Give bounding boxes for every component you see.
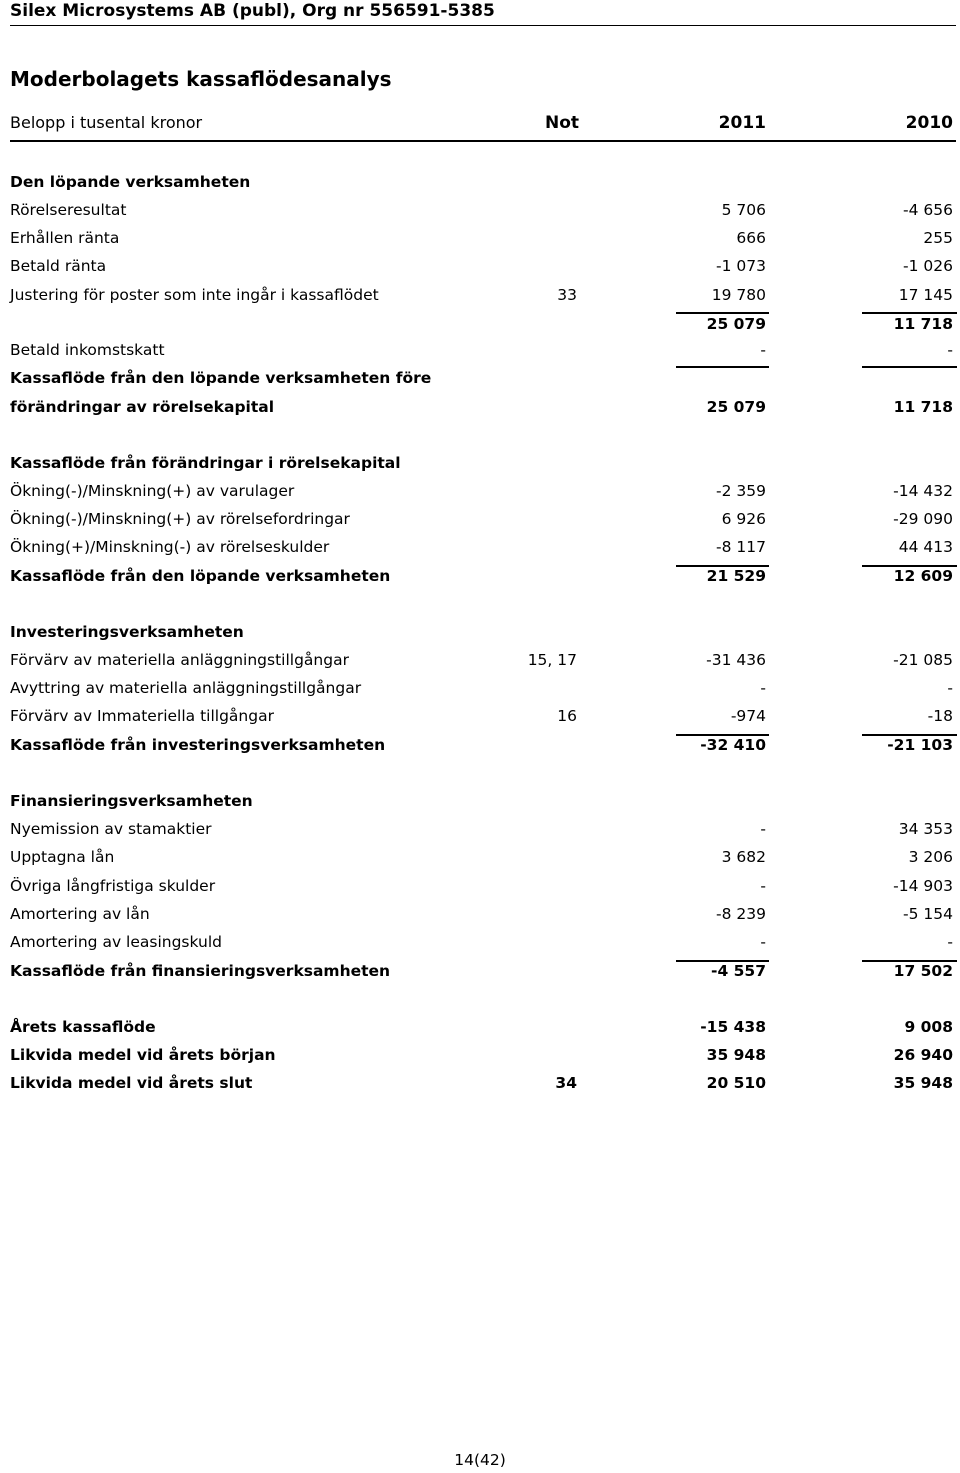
row-value-2011: -32 410	[700, 736, 766, 754]
row-label: Kassaflöde från investeringsverksamheten	[10, 736, 386, 754]
page-number: 14(42)	[454, 1451, 506, 1469]
column-header-2011: 2011	[718, 113, 766, 133]
row-value-2011: 3 682	[721, 848, 766, 866]
subtotal-rule-2011	[676, 565, 769, 567]
row-value-2010: 9 008	[904, 1018, 953, 1036]
table-row	[0, 227, 960, 249]
row-value-2011: -	[760, 341, 766, 359]
row-label: Övriga långfristiga skulder	[10, 877, 216, 895]
table-row	[0, 313, 960, 335]
subtotal-rule-2011	[676, 734, 769, 736]
row-value-2011: -	[760, 679, 766, 697]
row-value-2011: -2 359	[716, 482, 766, 500]
subtotal-rule-2010	[862, 565, 957, 567]
row-value-2010: 11 718	[893, 315, 953, 333]
row-value-2010: -14 903	[893, 877, 953, 895]
row-value-2011: 25 079	[706, 315, 766, 333]
row-label: Likvida medel vid årets början	[10, 1046, 276, 1064]
table-row	[0, 1044, 960, 1066]
subtotal-rule-2010	[862, 734, 957, 736]
table-row	[0, 396, 960, 418]
row-value-2011: 666	[736, 229, 766, 247]
row-value-2011: -4 557	[711, 962, 766, 980]
row-value-2010: -	[947, 341, 953, 359]
row-value-2010: 12 609	[893, 567, 953, 585]
subtotal-rule-2011	[676, 366, 769, 368]
row-value-2010: 17 145	[898, 286, 953, 304]
row-value-2011: -	[760, 933, 766, 951]
table-row	[0, 255, 960, 277]
row-value-2010: -5 154	[903, 905, 953, 923]
row-note: 15, 17	[527, 651, 577, 669]
table-row	[0, 171, 960, 193]
row-value-2010: 44 413	[898, 538, 953, 556]
row-note: 33	[557, 286, 577, 304]
table-row	[0, 846, 960, 868]
row-value-2011: 5 706	[721, 201, 766, 219]
row-value-2011: 19 780	[711, 286, 766, 304]
column-header-note: Not	[545, 113, 580, 133]
row-label: Årets kassaflöde	[10, 1018, 156, 1036]
column-header-2010: 2010	[905, 113, 953, 133]
row-label: Kassaflöde från finansieringsverksamheten	[10, 962, 391, 980]
row-label: Kassaflöde från förändringar i rörelsekapital	[10, 454, 401, 472]
company-header: Silex Microsystems AB (publ), Org nr 556591-5385	[10, 1, 495, 21]
table-row	[0, 508, 960, 530]
table-row	[0, 452, 960, 474]
table-row	[0, 565, 960, 587]
table-row	[0, 1016, 960, 1038]
row-value-2010: 3 206	[908, 848, 953, 866]
row-note: 16	[557, 707, 577, 725]
row-value-2011: -8 239	[716, 905, 766, 923]
row-value-2011: -1 073	[716, 257, 766, 275]
table-row	[0, 734, 960, 756]
table-row	[0, 875, 960, 897]
row-label: Likvida medel vid årets slut	[10, 1074, 253, 1092]
row-value-2010: -	[947, 679, 953, 697]
table-row	[0, 367, 960, 389]
row-value-2010: 34 353	[898, 820, 953, 838]
row-label: Betald inkomstskatt	[10, 341, 165, 359]
table-row	[0, 818, 960, 840]
row-label: Ökning(-)/Minskning(+) av rörelsefordringar	[10, 510, 350, 528]
page-title: Moderbolagets kassaflödesanalys	[10, 67, 392, 91]
subtotal-rule-2010	[862, 312, 957, 314]
table-row	[0, 903, 960, 925]
row-value-2011: 21 529	[706, 567, 766, 585]
table-row	[0, 339, 960, 361]
table-row	[0, 1072, 960, 1094]
row-label: Kassaflöde från den löpande verksamheten	[10, 567, 391, 585]
unit-label: Belopp i tusental kronor	[10, 113, 203, 132]
row-value-2010: -29 090	[893, 510, 953, 528]
row-value-2011: 20 510	[706, 1074, 766, 1092]
row-value-2010: 255	[923, 229, 953, 247]
row-value-2010: -21 103	[887, 736, 953, 754]
row-label: Förvärv av Immateriella tillgångar	[10, 707, 274, 725]
row-value-2011: -8 117	[716, 538, 766, 556]
row-label: förändringar av rörelsekapital	[10, 398, 275, 416]
table-row	[0, 199, 960, 221]
table-row	[0, 536, 960, 558]
row-label: Upptagna lån	[10, 848, 115, 866]
row-value-2011: 6 926	[721, 510, 766, 528]
row-value-2010: -21 085	[893, 651, 953, 669]
row-value-2010: 17 502	[893, 962, 953, 980]
table-row	[0, 790, 960, 812]
row-label: Investeringsverksamheten	[10, 623, 244, 641]
row-value-2010: -18	[927, 707, 953, 725]
table-row	[0, 677, 960, 699]
subtotal-rule-2010	[862, 366, 957, 368]
row-label: Den löpande verksamheten	[10, 173, 251, 191]
row-value-2011: -15 438	[700, 1018, 766, 1036]
column-header-rule	[10, 140, 956, 142]
row-value-2010: -14 432	[893, 482, 953, 500]
row-value-2010: 11 718	[893, 398, 953, 416]
row-label: Amortering av lån	[10, 905, 150, 923]
row-value-2011: -	[760, 820, 766, 838]
header-rule	[10, 25, 956, 26]
row-label: Kassaflöde från den löpande verksamheten före	[10, 369, 432, 387]
row-label: Rörelseresultat	[10, 201, 127, 219]
row-label: Finansieringsverksamheten	[10, 792, 253, 810]
row-value-2011: 25 079	[706, 398, 766, 416]
table-row	[0, 960, 960, 982]
row-label: Justering för poster som inte ingår i kassaflödet	[10, 286, 379, 304]
row-label: Betald ränta	[10, 257, 107, 275]
table-row	[0, 649, 960, 671]
row-note: 34	[555, 1074, 577, 1092]
row-value-2011: 35 948	[706, 1046, 766, 1064]
table-row	[0, 480, 960, 502]
row-value-2011: -974	[730, 707, 766, 725]
row-value-2011: -31 436	[706, 651, 766, 669]
row-value-2010: -	[947, 933, 953, 951]
row-value-2010: 26 940	[893, 1046, 953, 1064]
row-label: Förvärv av materiella anläggningstillgångar	[10, 651, 349, 669]
table-row	[0, 284, 960, 306]
row-label: Erhållen ränta	[10, 229, 120, 247]
row-label: Amortering av leasingskuld	[10, 933, 222, 951]
row-label: Avyttring av materiella anläggningstillgångar	[10, 679, 362, 697]
table-row	[0, 705, 960, 727]
row-value-2010: -4 656	[903, 201, 953, 219]
row-label: Ökning(+)/Minskning(-) av rörelseskulder	[10, 538, 330, 556]
subtotal-rule-2011	[676, 960, 769, 962]
subtotal-rule-2010	[862, 960, 957, 962]
row-value-2010: -1 026	[903, 257, 953, 275]
subtotal-rule-2011	[676, 312, 769, 314]
row-value-2010: 35 948	[893, 1074, 953, 1092]
table-row	[0, 621, 960, 643]
row-label: Nyemission av stamaktier	[10, 820, 212, 838]
row-value-2011: -	[760, 877, 766, 895]
row-label: Ökning(-)/Minskning(+) av varulager	[10, 482, 295, 500]
table-row	[0, 931, 960, 953]
